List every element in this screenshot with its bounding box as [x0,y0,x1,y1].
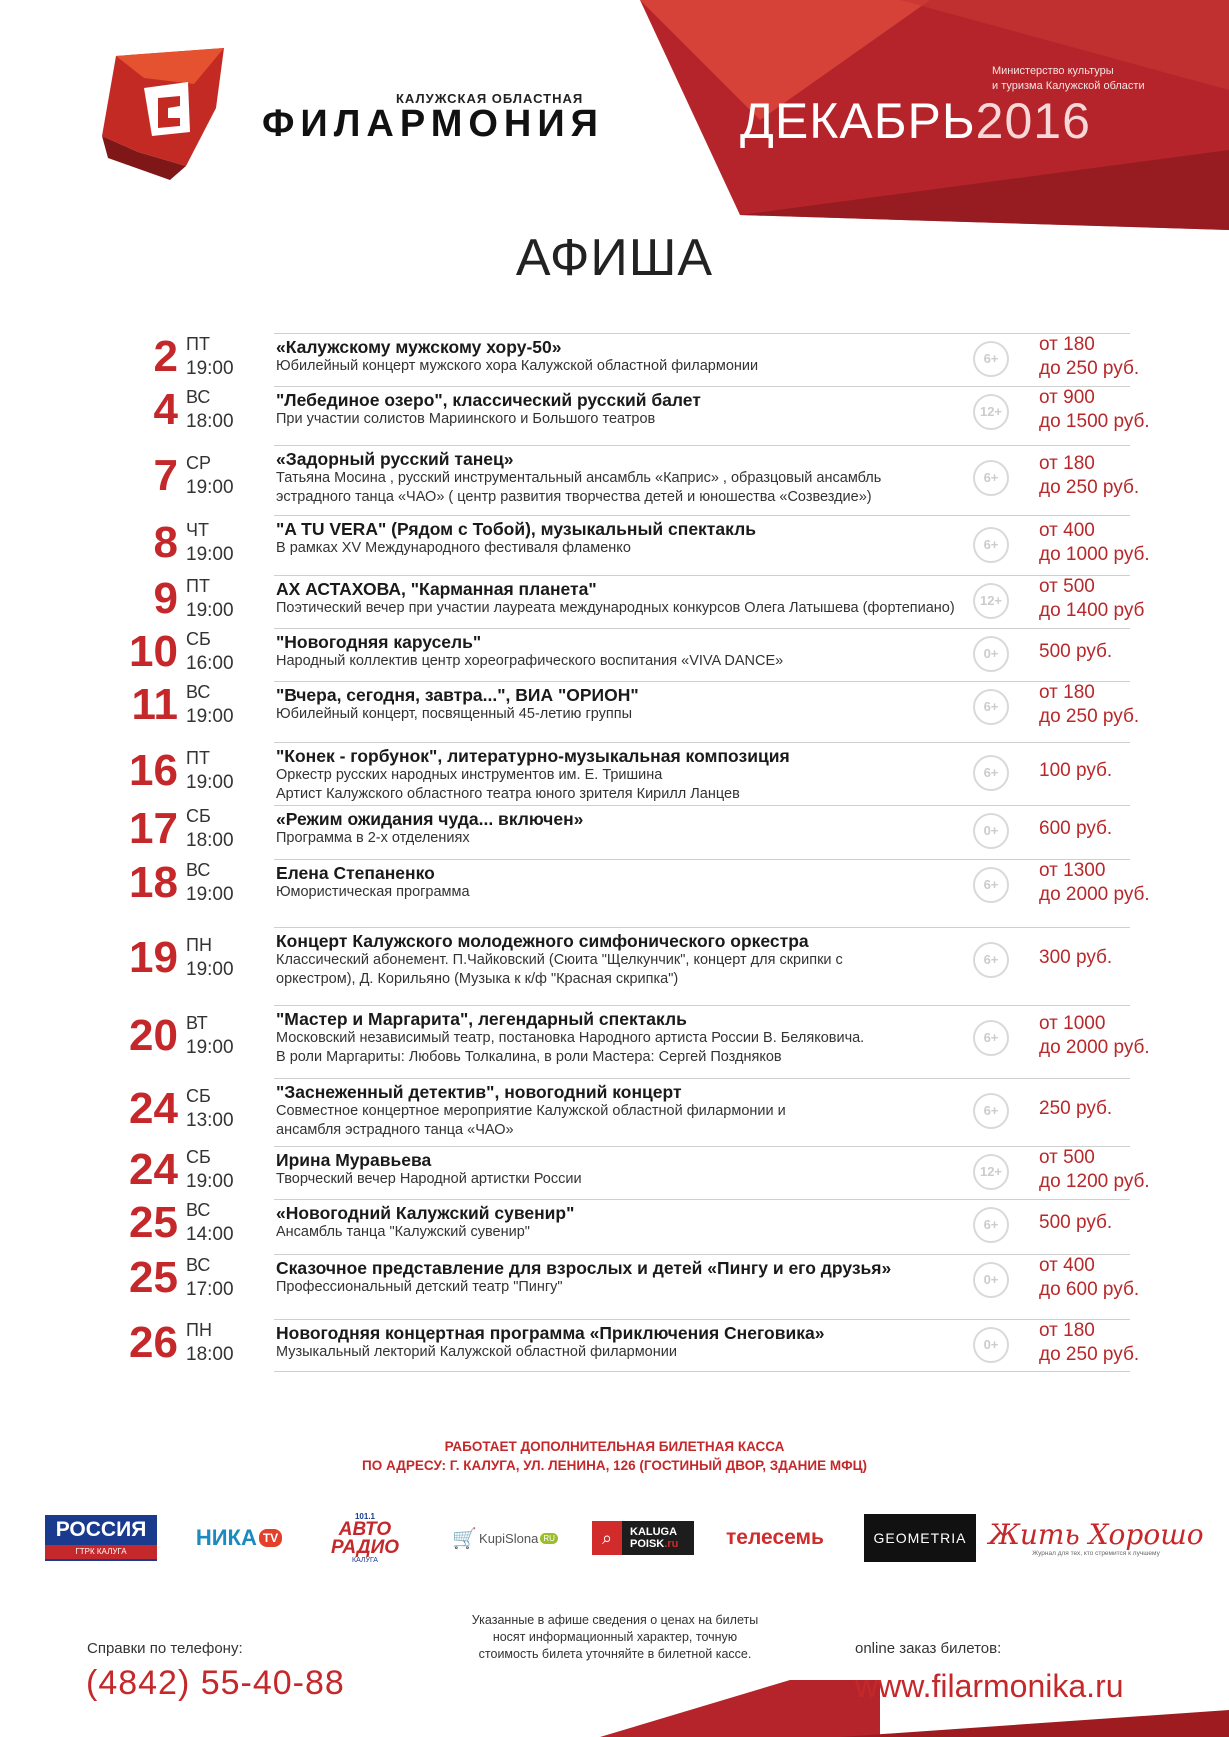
event-time: 13:00 [186,1110,234,1131]
event-title[interactable]: "A TU VERA" (Рядом с Тобой), музыкальный спектакль [276,519,756,539]
event-description: В рамках XV Международного фестиваля фламенко [276,540,631,556]
event-title[interactable]: АХ АСТАХОВА, "Карманная планета" [276,579,597,599]
event-day: 11 [131,680,178,729]
row-divider [274,681,1130,682]
kalugapoisk-line2: POISK [630,1538,665,1550]
event-description: оркестром), Д. Корильяно (Музыка к к/ф "Красная скрипка") [276,971,679,987]
event-description: Творческий вечер Народной артистки России [276,1171,582,1187]
row-divider [274,1319,1130,1320]
event-day: 24 [129,1145,178,1194]
avtoradio-sub: КАЛУГА [352,1557,378,1564]
row-divider [274,1254,1130,1255]
age-rating-badge: 6+ [973,527,1009,563]
event-price-to: до 250 руб. [1039,477,1140,498]
avtoradio-line2: РАДИО [330,1537,400,1558]
website-link[interactable]: www.filarmonika.ru [855,1668,1124,1704]
event-title[interactable]: Концерт Калужского молодежного симфонического оркестра [276,931,809,951]
event-description: Народный коллектив центр хореографического воспитания «VIVA DANCE» [276,653,784,669]
event-price-from: от 1300 [1039,860,1106,881]
event-description: Московский независимый театр, постановка Народного артиста России В. Беляковича. [276,1030,865,1046]
event-description: При участии солистов Мариинского и Большого театров [276,411,656,427]
event-weekday: ВТ [186,1013,208,1033]
event-title[interactable]: Новогодняя концертная программа «Приключения Снеговика» [276,1323,825,1343]
event-day: 25 [129,1198,178,1247]
event-time: 19:00 [186,884,234,905]
event-title[interactable]: «Новогодний Калужский сувенир" [276,1203,575,1223]
event-time: 19:00 [186,544,234,565]
avtoradio-freq: 101.1 [354,1512,376,1521]
event-price-to: до 250 руб. [1039,358,1140,379]
event-price: 500 руб. [1039,1212,1113,1233]
month-heading [740,92,1091,150]
row-divider [274,628,1130,629]
event-time: 19:00 [186,772,234,793]
search-icon: ⌕ [592,1521,622,1555]
ministry-line: и туризма Калужской области [992,80,1145,92]
event-description: Юмористическая программа [276,884,470,900]
rossiya-text: РОССИЯ [55,1518,147,1541]
event-time: 19:00 [186,1171,234,1192]
logo-emblem-icon [98,48,232,180]
row-divider [274,1199,1130,1200]
kupislona-ru: RU [540,1533,558,1544]
event-price-to: до 250 руб. [1039,1344,1140,1365]
event-title[interactable]: "Новогодняя карусель" [276,632,482,652]
event-description: Музыкальный лекторий Калужской областной филармонии [276,1344,677,1360]
event-day: 18 [129,858,178,907]
age-rating-badge: 0+ [973,813,1009,849]
age-rating-badge: 6+ [973,942,1009,978]
event-price-from: от 180 [1039,682,1095,703]
event-title[interactable]: Ирина Муравьева [276,1150,432,1170]
rossiya-sub: ГТРК КАЛУГА [45,1545,157,1559]
event-day: 24 [129,1084,178,1133]
event-weekday: ВС [186,1255,211,1275]
event-weekday: ПН [186,1320,212,1340]
age-rating-badge: 12+ [973,583,1009,619]
row-divider [274,515,1130,516]
event-day: 2 [153,332,178,381]
brand-title: ФИЛАРМОНИЯ [262,103,604,145]
age-rating-badge: 6+ [973,867,1009,903]
event-price: 250 руб. [1039,1098,1113,1119]
event-title[interactable]: "Вчера, сегодня, завтра...", ВИА "ОРИОН" [276,685,639,705]
partner-nika-tv[interactable] [184,1514,294,1562]
event-description: эстрадного танца «ЧАО» ( центр развития творчества детей и юношества «Созвездие») [276,489,872,505]
event-time: 16:00 [186,653,234,674]
event-price-to: до 1500 руб. [1039,411,1150,432]
event-row[interactable] [0,859,1229,906]
event-weekday: СБ [186,629,211,649]
event-description: ансамбля эстрадного танца «ЧАО» [276,1122,514,1138]
event-title[interactable]: "Конек - горбунок", литературно-музыкальная композиция [276,746,790,766]
zhit-sub: Журнал для тех, кто стремится к лучшему [1032,1549,1160,1557]
event-day: 9 [153,574,178,623]
event-price: 600 руб. [1039,818,1113,839]
partner-geometria[interactable] [864,1514,976,1562]
event-title[interactable]: «Калужскому мужскому хору-50» [276,337,562,357]
event-price-to: до 1400 руб [1039,600,1145,621]
zhit-text: Жить Хорошо [988,1517,1204,1551]
online-order-label: online заказ билетов: [855,1640,1002,1657]
event-time: 17:00 [186,1279,234,1300]
event-description: Поэтический вечер при участии лауреата международных конкурсов Олега Латышева (фортепиано) [276,600,955,616]
help-phone-label: Справки по телефону: [87,1640,243,1657]
event-price: 500 руб. [1039,641,1113,662]
event-time: 18:00 [186,1344,234,1365]
event-row[interactable] [0,681,1229,728]
age-rating-badge: 0+ [973,1327,1009,1363]
event-row[interactable] [0,386,1229,433]
event-day: 10 [129,627,178,676]
page-title: АФИША [515,229,714,287]
age-rating-badge: 0+ [973,1262,1009,1298]
event-price-to: до 1200 руб. [1039,1171,1150,1192]
event-price-from: от 180 [1039,334,1095,355]
event-row[interactable] [0,1319,1229,1366]
event-price-from: от 500 [1039,576,1095,597]
cart-icon: 🛒 [452,1527,478,1550]
event-description: В роли Маргариты: Любовь Толкалина, в роли Мастера: Сергей Поздняков [276,1049,782,1065]
event-price: 300 руб. [1039,947,1113,968]
row-divider [274,445,1130,446]
event-weekday: ПТ [186,576,210,596]
event-title[interactable]: "Мастер и Маргарита", легендарный спектакль [276,1009,687,1029]
event-description: Татьяна Мосина , русский инструментальный ансамбль «Каприс» , образцовый ансамбль [276,470,882,486]
kupislona-text: KupiSlona [479,1530,539,1546]
event-description: Артист Калужского областного театра юного зрителя Кирилл Ланцев [276,786,740,802]
event-row[interactable] [0,927,1229,989]
event-price-to: до 2000 руб. [1039,1037,1150,1058]
row-divider [274,927,1130,928]
row-divider [274,1371,1130,1372]
row-divider [274,386,1130,387]
event-time: 14:00 [186,1224,234,1245]
kalugapoisk-ru: .ru [664,1538,679,1550]
event-title[interactable]: «Задорный русский танец» [276,449,514,469]
event-weekday: СБ [186,1086,211,1106]
telesem-text: телесемь [726,1526,824,1549]
nika-text: НИКА [195,1525,257,1550]
event-row[interactable] [0,1199,1229,1246]
event-description: Оркестр русских народных инструментов им. Е. Тришина [276,767,663,783]
event-price-from: от 400 [1039,520,1095,541]
event-title[interactable]: "Заснеженный детектив", новогодний концерт [276,1082,682,1102]
event-row[interactable] [0,1146,1229,1193]
event-row[interactable] [0,805,1229,852]
event-day: 19 [129,933,178,982]
row-divider [274,1078,1130,1079]
month-name: ДЕКАБРЬ [740,93,976,149]
event-time: 18:00 [186,830,234,851]
event-weekday: СБ [186,806,211,826]
event-day: 17 [129,804,178,853]
event-weekday: ВС [186,682,211,702]
row-divider [274,333,1130,334]
nika-tv-badge: TV [259,1529,282,1547]
event-price-from: от 180 [1039,1320,1095,1341]
event-title[interactable]: "Лебединое озеро", классический русский балет [276,390,701,410]
kalugapoisk-line1: KALUGA [630,1526,678,1538]
ministry-label [992,64,1172,94]
age-rating-badge: 6+ [973,1207,1009,1243]
event-time: 18:00 [186,411,234,432]
event-row[interactable] [0,1005,1229,1067]
event-row[interactable] [0,515,1229,571]
event-weekday: СР [186,453,212,473]
event-description: Профессиональный детский театр "Пингу" [276,1279,563,1295]
event-time: 19:00 [186,358,234,379]
event-weekday: ПН [186,935,212,955]
disclaimer-line: стоимость билета уточняйте в билетной кассе. [478,1647,752,1661]
age-rating-badge: 6+ [973,755,1009,791]
event-time: 19:00 [186,959,234,980]
row-divider [274,859,1130,860]
age-rating-badge: 6+ [973,341,1009,377]
event-time: 19:00 [186,600,234,621]
event-price-from: от 500 [1039,1147,1095,1168]
age-rating-badge: 0+ [973,636,1009,672]
row-divider [274,805,1130,806]
event-price-to: до 600 руб. [1039,1279,1140,1300]
event-weekday: ВС [186,860,211,880]
event-day: 16 [129,746,178,795]
event-description: Классический абонемент. П.Чайковский (Сюита "Щелкунчик", концерт для скрипки с [276,952,843,968]
row-divider [274,1146,1130,1147]
row-divider [274,742,1130,743]
event-description: Ансамбль танца "Калужский сувенир" [276,1224,530,1240]
age-rating-badge: 6+ [973,1020,1009,1056]
event-price-from: от 400 [1039,1255,1095,1276]
event-weekday: ВС [186,387,211,407]
partner-zhit-horosho[interactable] [988,1514,1204,1562]
event-row[interactable] [0,628,1229,675]
event-description: Юбилейный концерт мужского хора Калужской областной филармонии [276,358,759,374]
brand-subtitle: КАЛУЖСКАЯ ОБЛАСТНАЯ [396,91,584,106]
event-description: Программа в 2-х отделениях [276,830,470,846]
ministry-line: Министерство культуры [992,65,1114,77]
partner-avtoradio[interactable] [320,1514,410,1562]
event-day: 7 [153,451,178,500]
event-time: 19:00 [186,477,234,498]
partner-rossiya[interactable] [44,1514,158,1562]
partner-logos [44,1512,1204,1566]
event-row[interactable] [0,575,1229,622]
partner-telesem[interactable] [720,1514,830,1562]
event-day: 26 [129,1318,178,1367]
disclaimer-line: носят информационный характер, точную [492,1630,738,1644]
event-row[interactable] [0,1254,1229,1301]
event-time: 19:00 [186,706,234,727]
age-rating-badge: 12+ [973,1154,1009,1190]
age-rating-badge: 12+ [973,394,1009,430]
age-rating-badge: 6+ [973,1093,1009,1129]
event-row[interactable] [0,742,1229,802]
event-description: Юбилейный концерт, посвященный 45-летию группы [276,706,633,722]
age-rating-badge: 6+ [973,460,1009,496]
event-weekday: ВС [186,1200,211,1220]
event-description: Совместное концертное мероприятие Калужской областной филармонии и [276,1103,786,1119]
philharmonic-logo[interactable] [98,48,232,180]
event-day: 8 [153,518,178,567]
partner-kupislona[interactable] [440,1514,570,1562]
month-year: 2016 [975,93,1091,149]
event-row[interactable] [0,333,1229,380]
event-weekday: ЧТ [186,520,209,540]
event-price-from: от 180 [1039,453,1095,474]
event-title[interactable]: Сказочное представление для взрослых и детей «Пингу и его друзья» [276,1258,892,1278]
event-day: 20 [129,1011,178,1060]
box-office-line2: ПО АДРЕСУ: Г. КАЛУГА, УЛ. ЛЕНИНА, 126 (ГОСТИНЫЙ ДВОР, ЗДАНИЕ МФЦ) [362,1458,867,1473]
event-day: 4 [153,385,178,434]
event-title[interactable]: «Режим ожидания чуда... включен» [276,809,584,829]
row-divider [274,1005,1130,1006]
disclaimer-line: Указанные в афише сведения о ценах на билеты [471,1613,759,1627]
event-row[interactable] [0,1078,1229,1140]
event-price: 100 руб. [1039,760,1113,781]
price-disclaimer [420,1612,810,1663]
geometria-text: GEOMETRIA [864,1514,976,1562]
event-price-from: от 900 [1039,387,1095,408]
partner-kaluga-poisk[interactable] [592,1514,694,1562]
event-row[interactable] [0,445,1229,507]
avtoradio-line1: АВТО [338,1519,392,1540]
box-office-line1: РАБОТАЕТ ДОПОЛНИТЕЛЬНАЯ БИЛЕТНАЯ КАССА [444,1439,785,1454]
help-phone-number[interactable]: (4842) 55-40-88 [86,1664,345,1702]
event-weekday: ПТ [186,334,210,354]
event-price-to: до 250 руб. [1039,706,1140,727]
event-title[interactable]: Елена Степаненко [276,863,435,883]
age-rating-badge: 6+ [973,689,1009,725]
event-day: 25 [129,1253,178,1302]
event-weekday: ПТ [186,748,210,768]
event-price-from: от 1000 [1039,1013,1106,1034]
event-time: 19:00 [186,1037,234,1058]
event-price-to: до 1000 руб. [1039,544,1150,565]
row-divider [274,575,1130,576]
event-weekday: СБ [186,1147,211,1167]
event-price-to: до 2000 руб. [1039,884,1150,905]
